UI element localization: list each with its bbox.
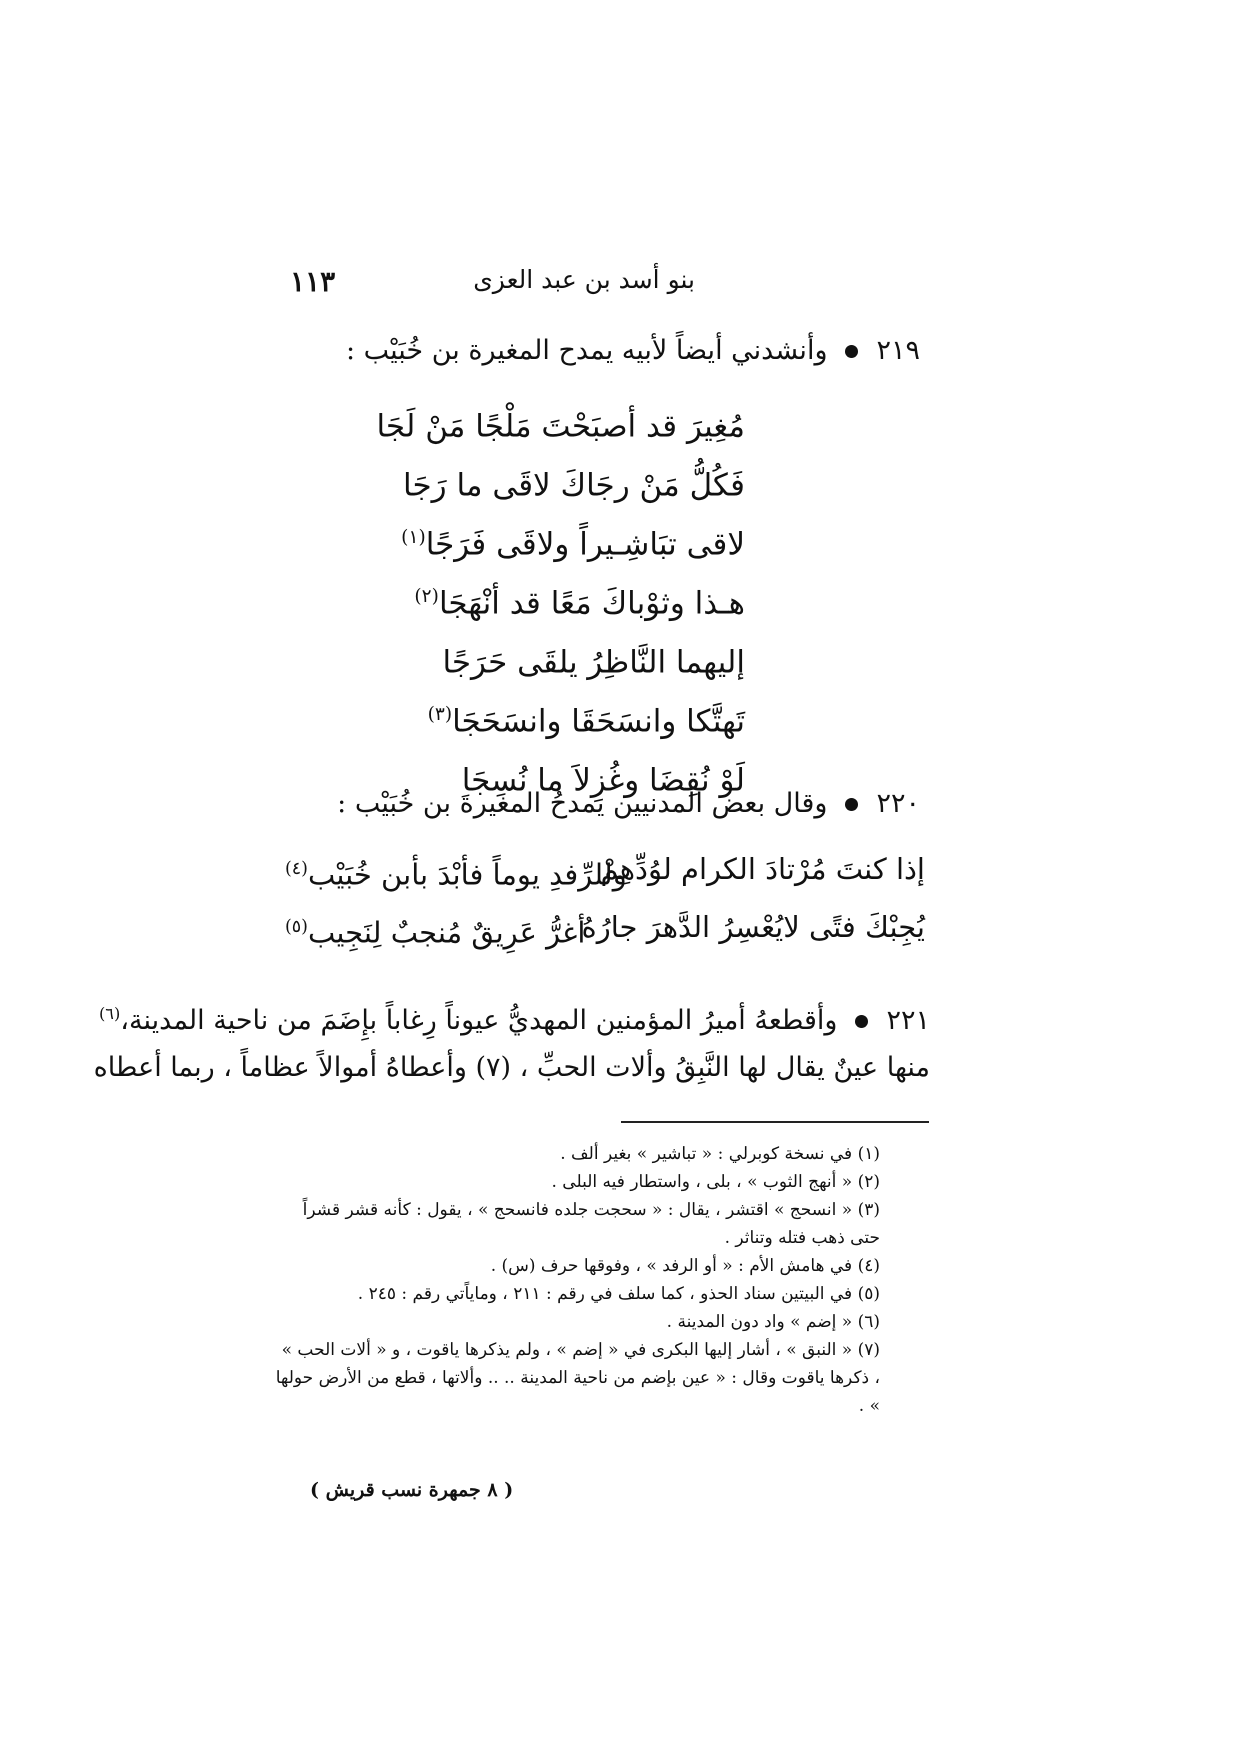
verse-line: هـذا وثوْباكَ مَعًا قد أنْهَجَا$^{(٢)}$ xyxy=(414,585,745,622)
footnote: (٤) في هامش الأم : « أو الرفد » ، وفوقها حرف (س) . xyxy=(490,1256,880,1276)
bullet-icon xyxy=(855,1015,868,1028)
verse-line: تَهتَّكا وانسَحَقَا وانسَحَجَا$^{(٣)}$ xyxy=(427,703,745,740)
entry-219-heading xyxy=(346,335,920,366)
footnote-ref: (٤) xyxy=(285,859,308,879)
couplet-1 xyxy=(285,842,925,896)
verse-line: مُغِيرَ قد أصبَحْتَ مَلْجًا مَنْ لَجَا xyxy=(376,408,745,445)
verse-line: إليهما النَّاظِرُ يلقَى حَرَجًا xyxy=(442,644,745,681)
footnote: (٦) « إضم » واد دون المدينة . xyxy=(666,1312,880,1332)
footnote: (٧) « النبق » ، أشار إليها البكرى في « إضم » ، ولم يذكرها ياقوت ، و « ألات الحب » ، ذكرها ياقوت وقال : « عين بإضم من ناحية المدينة .. .. وألاتها ، قطع من الأرض حولها » . xyxy=(275,1340,880,1416)
footnote-ref: (٦) xyxy=(98,1004,121,1023)
couplet-2 xyxy=(285,900,925,954)
footnote: (٥) في البيتين سناد الحذو ، كما سلف في رقم : ٢١١ ، وماياًتي رقم : ٢٤٥ . xyxy=(357,1284,880,1304)
signature-mark: ( ٨ جمهرة نسب قريش ) xyxy=(310,1479,514,1501)
verse-line: فَكُلُّ مَنْ رجَاكَ لاقَى ما رَجَا xyxy=(403,467,745,504)
hemistich-first: إذا كنتَ مُرْتادَ الكرام لوُدِّهِمْ xyxy=(600,852,925,886)
footnote-ref: (١) xyxy=(401,527,426,548)
entry-number: ٢٢١ xyxy=(886,1005,930,1036)
footnote: (١) في نسخة كوبرلي : « تباشير » بغير ألف . xyxy=(560,1144,880,1164)
hemistich-second: وللرِّفدِ يوماً فأبْدَ بأبن خُبَيْب$^{(٤)}$ xyxy=(285,857,627,892)
footnote: (٢) « أنهج الثوب » ، بلى ، واستطار فيه البلى . xyxy=(551,1172,880,1192)
entry-220-heading xyxy=(337,788,920,819)
footnote-divider xyxy=(621,1121,929,1123)
hemistich-first: يُجِبْكَ فتًى لايُعْسِرُ الدَّهرَ جارُهُ xyxy=(581,910,925,944)
entry-221-line-1 xyxy=(98,988,930,1040)
running-header xyxy=(290,265,695,305)
entry-text: وأنشدني أيضاً لأبيه يمدح المغيرة بن خُبَيْب : xyxy=(345,335,828,366)
prose-text: وأقطعهُ أميرُ المؤمنين المهديُّ عيوناً رِغاباً بإِضَمَ من ناحية المدينة، xyxy=(120,1005,838,1036)
entry-number: ٢٢٠ xyxy=(876,788,920,819)
bullet-icon xyxy=(845,798,858,811)
footnotes xyxy=(275,1140,930,1420)
running-title: بنو أسد بن عبد العزى xyxy=(473,265,695,294)
bullet-icon xyxy=(845,345,858,358)
footnote: (٣) « انسحج » اقتشر ، يقال : « سحجت جلده فانسحج » ، يقول : كأنه قشر قشراً حتى ذهب فتله وتناثر . xyxy=(302,1200,880,1248)
verse-line: لَوْ نُقِضَا وغُزِلاَ ما نُسِجَا xyxy=(461,762,745,799)
prose-text: منها عينٌ يقال لها النَّبِقُ وألات الحبِّ ، (٧) وأعطاهُ أموالاً عظاماً ، ربما أعطاه xyxy=(93,1052,930,1083)
entry-text: وقال بعض المدنيين يمدحُ المغيرةَ بن خُبَيْب : xyxy=(337,788,828,819)
entry-221-line-2 xyxy=(93,1042,930,1094)
verse-line: لاقى تبَاشِـيراً ولاقَى فَرَجًا$^{(١)}$ xyxy=(401,526,745,563)
entry-number: ٢١٩ xyxy=(876,335,920,366)
footnote-ref: (٢) xyxy=(414,586,439,607)
footnote-ref: (٣) xyxy=(427,704,453,725)
hemistich-second: أغرُّ عَرِيقٌ مُنجبٌ لِنَجِيب$^{(٥)}$ xyxy=(285,915,586,950)
page-number: ١١٣ xyxy=(290,265,336,298)
footnote-ref: (٥) xyxy=(285,917,308,937)
poem-219 xyxy=(376,390,745,803)
